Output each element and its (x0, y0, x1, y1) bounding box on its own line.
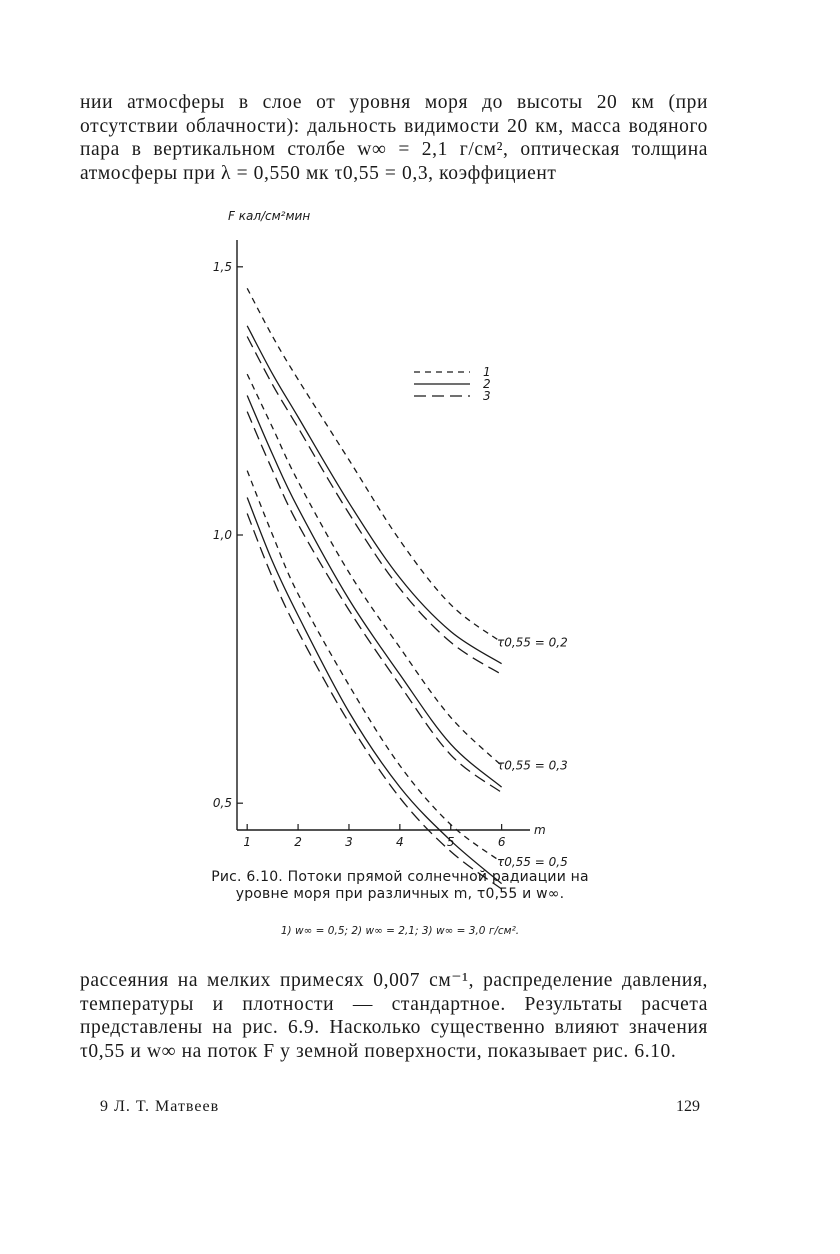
curve-group-label: τ0,55 = 0,2 (497, 635, 568, 650)
x-axis-label: m (534, 823, 546, 837)
figure-caption: Рис. 6.10. Потоки прямой солнечной радиации на уровне моря при различных m, τ0,55 и w∞. (211, 869, 589, 902)
legend-label: 2 (483, 377, 491, 391)
x-tick-label: 3 (345, 835, 353, 849)
page-number: 129 (676, 1098, 700, 1115)
chart-group-labels (497, 635, 568, 869)
x-tick-label: 5 (446, 835, 455, 849)
chart-legend (414, 365, 491, 403)
legend-label: 3 (483, 389, 491, 403)
chart-axes (237, 240, 546, 837)
y-axis-label: F кал/см²мин (228, 209, 311, 223)
curve-group-label: τ0,55 = 0,5 (497, 855, 568, 870)
y-tick-label: 1,0 (212, 528, 232, 542)
footer-signature: 9 Л. Т. Матвеев (100, 1098, 220, 1115)
series-line-tau2-2 (247, 498, 501, 884)
series-line-tau2-3 (247, 514, 501, 890)
series-line-tau0-2 (247, 326, 501, 664)
series-line-tau1-3 (247, 412, 501, 793)
x-tick-label: 1 (243, 835, 251, 849)
y-tick-label: 0,5 (212, 796, 232, 811)
curve-group-label: τ0,55 = 0,3 (497, 758, 568, 773)
x-tick-label: 4 (396, 835, 404, 849)
body-paragraph-bottom: рассеяния на мелких примесях 0,007 см⁻¹, распределение давления, температуры и плотности — стандартное. Результаты расчета представлены на рис. 6.9. Насколько существенно влияют значения τ0,55 и w∞ на поток F у земной поверхности, показывает рис. 6.10. (80, 970, 708, 1062)
series-line-tau2-1 (247, 471, 501, 863)
series-line-tau1-1 (247, 374, 501, 765)
legend-label: 1 (483, 365, 491, 379)
figure-caption-legend: 1) w∞ = 0,5; 2) w∞ = 2,1; 3) w∞ = 3,0 г/см². (280, 925, 520, 937)
chart-ticks (213, 260, 506, 849)
body-paragraph-top: нии атмосферы в слое от уровня моря до высоты 20 км (при отсутствии облачности): дальность видимости 20 км, масса водяного пара в вертикальном столбе w∞ = 2,1 г/см², оптическая толщина атмосферы при λ = 0,550 мк τ0,55 = 0,3, коэффициент (80, 92, 708, 184)
y-tick-label: 1,5 (212, 259, 232, 274)
x-tick-label: 6 (497, 835, 506, 849)
x-tick-label: 2 (294, 835, 302, 849)
chart-lines (247, 288, 501, 889)
series-line-tau0-3 (247, 337, 501, 675)
